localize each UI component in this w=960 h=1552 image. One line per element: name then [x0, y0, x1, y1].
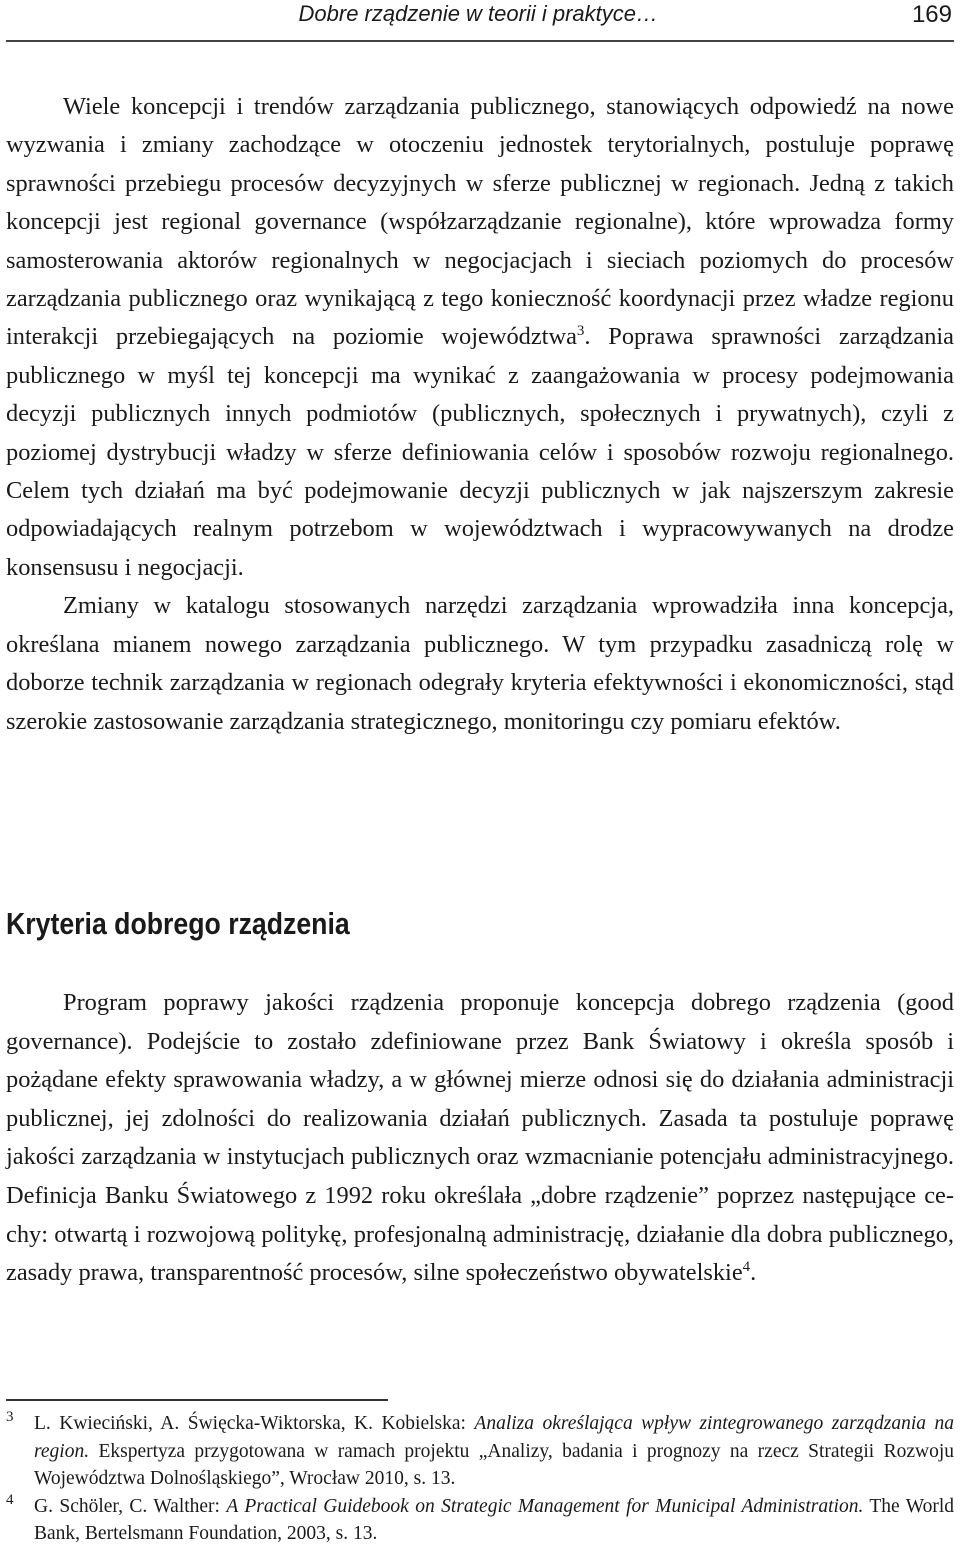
paragraph-2: Zmiany w katalogu stosowanych narzędzi zarządzania wprowadziła inna koncepcja, określana mianem nowego zarządzania publicznego. W tym przypadku zasadniczą rolę w doborze technik zarządzania w regionach odegrały kryteria efektywności i ekonomiczności, stąd szerokie zastosowanie zarządzania strategicznego, monitoringu czy pomiaru efektów.	[6, 592, 954, 735]
footnote-ref-3[interactable]: 3	[576, 323, 585, 340]
running-title: Dobre rządzenie w teorii i praktyce…	[298, 1, 658, 26]
footnote-rest: The World Bank, Bertelsmann Foundation, 2003, s. 13.	[34, 1495, 954, 1544]
footnotes	[6, 1410, 954, 1548]
footnote-ref-4[interactable]: 4	[742, 1259, 751, 1276]
footnote-title: A Practical Guidebook on Strategic Management for Municipal Administration.	[226, 1495, 864, 1517]
section-body-2	[6, 984, 954, 1293]
footnote-rest: Ekspertyza przygotowana w ramach projektu „Analizy, badania i prognozy na rzecz Strategii Rozwoju Województwa Dolnośląskiego”, Wrocław 2010, s. 13.	[34, 1440, 954, 1489]
section-heading: Kryteria dobrego rządzenia	[6, 906, 350, 941]
paragraph-1-text-b: . Poprawa sprawności zarządzania publicznego w myśl tej koncepcji ma wynikać z zaangażowania w procesy podejmowania decyzji publicznych innych podmiotów (publicznych, społecznych i prywatnych), czyli z poziomej dystrybucji władzy w sferze definiowania celów i sposobów rozwoju regionalnego. Celem tych działań ma być podejmowanie decyzji publicznych w jak najszerszym zakresie odpowiadających realnym potrzebom w województwach i wypracowywanych na drodze konsensusu i negocjacji.	[6, 323, 954, 581]
footnote-rule	[6, 1399, 388, 1401]
footnote-mark: 4	[6, 1491, 14, 1508]
footnote-authors: G. Schöler, C. Walther:	[34, 1495, 227, 1517]
footnote-title: Analiza określająca wpływ zintegrowanego zarządzania na region.	[34, 1413, 954, 1462]
paragraph-3-text-a: Program poprawy jakości rządzenia proponuje koncepcja dobrego rządzenia (good governance). Podejście to zostało zdefiniowane przez Bank Światowy i określa sposób i pożądane efekty sprawowania władzy, a w głównej mierze odnosi się do działania administracji publicznej, jej zdolności do realizowania działań publicznych. Zasada ta postuluje poprawę jakości zarządzania w instytucjach publicznych oraz wzmacnianie potencjału administracyjnego. Definicja Banku Światowego z 1992 roku określała „dobre rządzenie” poprzez następujące cechy: otwartą i rozwojową politykę, profesjonalną administrację, działanie dla dobra publicznego, zasady prawa, transparentność procesów, silne społeczeństwo obywatelskie	[6, 989, 954, 1287]
footnote-4	[6, 1493, 954, 1548]
footnote-authors: L. Kwieciński, A. Święcka-Wiktorska, K. Kobielska:	[34, 1413, 475, 1434]
running-header	[0, 0, 960, 44]
paragraph-1	[6, 88, 954, 587]
paragraph-1-text-a: Wiele koncepcji i trendów zarządzania publicznego, stanowiących odpowiedź na nowe wyzwania i zmiany zachodzące w otoczeniu jednostek terytorialnych, postuluje poprawę sprawności przebiegu procesów decyzyjnych w sferze publicznej w regionach. Jedną z takich koncepcji jest regional governance (współzarządzanie regionalne), które wprowadza formy samosterowania aktorów regionalnych w negocjacjach i sieciach poziomych do procesów zarządzania publicznego oraz wynikającą z tego konieczność koordynacji przez władze regionu interakcji przebiegających na poziomie województwa	[6, 93, 954, 351]
paragraph-3-text-b: .	[750, 1259, 757, 1287]
footnote-3	[6, 1410, 954, 1493]
paragraph-3	[6, 984, 954, 1293]
footnote-mark: 3	[6, 1409, 14, 1425]
header-rule	[6, 40, 954, 42]
section-body-1	[6, 88, 954, 741]
page-number: 169	[911, 1, 952, 28]
